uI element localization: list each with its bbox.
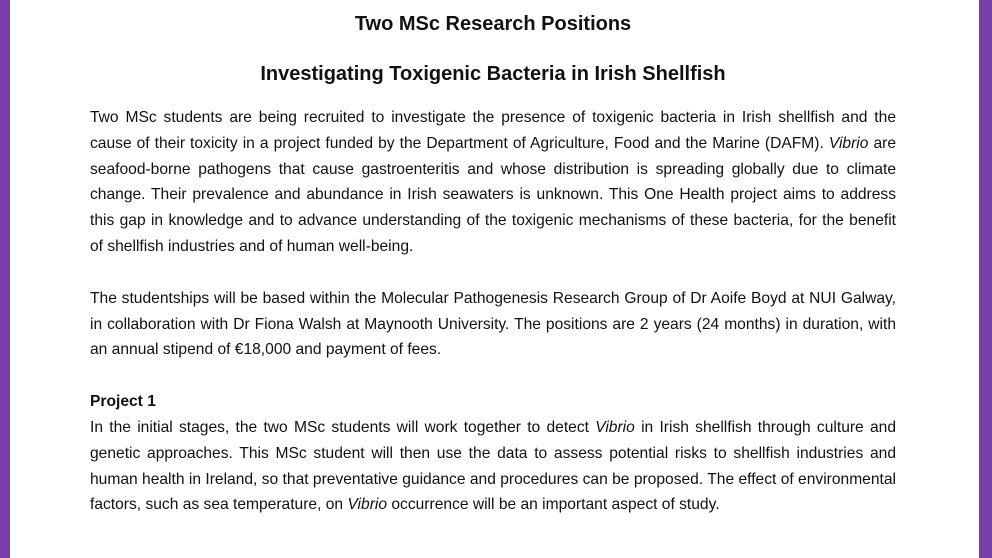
document-subtitle: Investigating Toxigenic Bacteria in Irish Shellfish (260, 63, 726, 85)
intro-text-part2: are seafood-borne pathogens that cause gastroenteritis and whose distribution is spreading globally due to climate change. Their prevalence and abundance in Irish seawaters is unknown. This One Health project aims to address this gap in knowledge and to advance understanding of the toxigenic mechanisms of these bacteria, for the benefit of shellfish industries and of human well-being. (90, 134, 897, 255)
intro-paragraph (90, 105, 896, 260)
project-1-heading: Project 1 (90, 393, 156, 411)
project-1-text-part3: occurrence will be an important aspect of study. (387, 496, 720, 514)
intro-text-part1: Two MSc students are being recruited to investigate the presence of toxigenic bacteria in Irish shellfish and the cause of their toxicity in a project funded by the Department of Agriculture, Food and the Marine (DAFM). (90, 109, 896, 152)
project-1-vibrio-term-1: Vibrio (595, 418, 635, 436)
project-1-vibrio-term-2: Vibrio (347, 496, 388, 514)
project-1-text-part1: In the initial stages, the two MSc students will work together to detect (90, 418, 596, 436)
right-page-border (979, 0, 992, 558)
document-page (90, 8, 896, 518)
left-page-border (0, 0, 10, 558)
document-title: Two MSc Research Positions (354, 13, 632, 35)
studentship-paragraph: The studentships will be based within the Molecular Pathogenesis Research Group of Dr Aoife Boyd at NUI Galway, in collaboration with Dr Fiona Walsh at Maynooth University. The positions are 2 years (24 months) in duration, with an annual stipend of €18,000 and payment of fees. (90, 289, 896, 359)
intro-vibrio-term: Vibrio (828, 134, 869, 152)
project-1-paragraph (90, 415, 896, 518)
project-1-text-part2: in Irish shellfish through culture and genetic approaches. This MSc student will then use the data to assess potential risks to shellfish industries and human health in Ireland, so that preventative guidance and procedures can be proposed. The effect of environmental factors, such as sea temperature, on (90, 418, 897, 514)
